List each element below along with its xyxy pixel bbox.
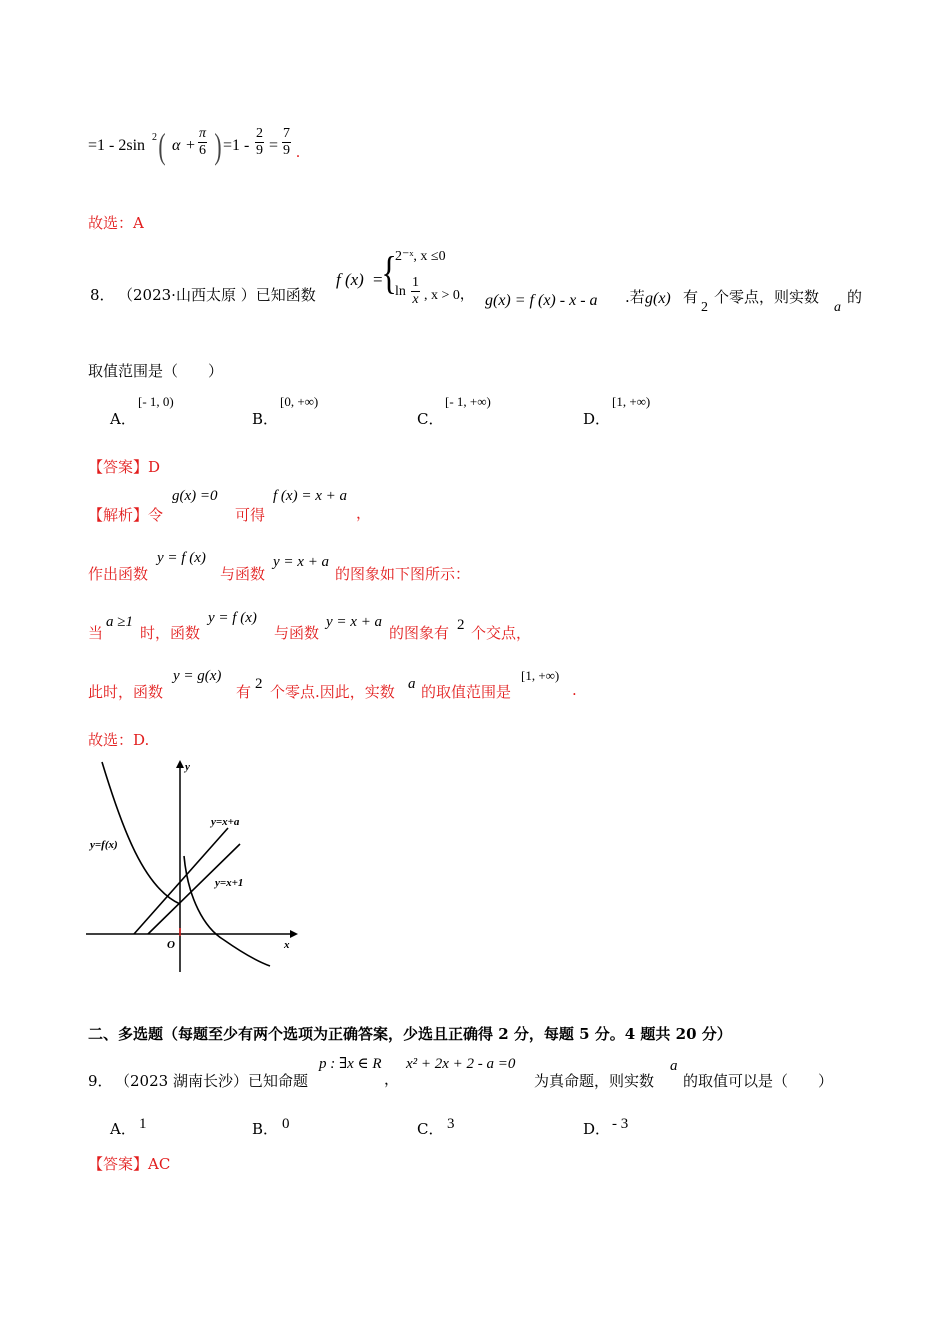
q7-frac-29: $\frac{2}{9}$: [256, 126, 263, 158]
q9-number: 9．: [88, 1072, 113, 1090]
q8-analysis-l4-e: .: [572, 681, 577, 699]
q7-lparen: (: [158, 126, 166, 166]
q8-zeros: 个零点，则实数: [714, 288, 820, 306]
q8-analysis-l1-c: ，: [356, 504, 372, 522]
q9-option-c-value: 3: [447, 1116, 455, 1132]
q8-graph: [84, 758, 304, 974]
q8-analysis-l3-e: 个交点，: [471, 624, 532, 642]
graph-label-f: y=f(x): [90, 839, 118, 851]
q8-analysis-l2-a: 作出函数: [88, 565, 149, 583]
q8-analysis-l5: 故选：D.: [88, 731, 150, 749]
q9-option-a[interactable]: A．: [110, 1120, 136, 1138]
q9-source: （2023 湖南长沙）已知命题: [115, 1072, 308, 1090]
q8-of: 的: [847, 288, 863, 306]
q8-source: （2023·山西太原 ）已知函数: [118, 286, 316, 304]
curve-f-left: [102, 762, 180, 904]
q7-eq-mid: =1 -: [223, 137, 250, 154]
q8-case2-ln: ln: [395, 284, 406, 299]
q9-option-d[interactable]: D．: [583, 1120, 611, 1138]
q8-case1: 2⁻ˣ, x ≤0: [395, 249, 446, 264]
y-axis-arrow: [176, 760, 184, 768]
q7-eq-prefix: =1 - 2sin: [88, 137, 146, 154]
q7-rparen: ): [214, 126, 222, 166]
q8-option-c-value: [- 1, +∞): [445, 394, 491, 409]
q9-option-c[interactable]: C．: [417, 1120, 444, 1138]
line-x-plus-a: [134, 828, 228, 934]
q8-option-b[interactable]: B．: [252, 410, 279, 428]
q7-plus: +: [186, 137, 196, 154]
q8-option-a-value: [- 1, 0): [138, 394, 174, 409]
q8-g-of-x: g(x): [645, 290, 671, 307]
q8-analysis-l4-m2: 2: [255, 676, 263, 692]
q8-option-d[interactable]: D．: [583, 410, 611, 428]
q8-analysis-l4-b: 有: [236, 683, 252, 701]
q8-two: 2: [701, 300, 708, 315]
q8-brace: {: [381, 247, 397, 298]
q8-option-b-value: [0, +∞): [280, 394, 319, 409]
q9-option-d-value: - 3: [612, 1116, 629, 1132]
q8-analysis-l3-a: 当: [88, 624, 104, 642]
q8-option-a[interactable]: A．: [110, 410, 136, 428]
q9-a: a: [670, 1058, 678, 1074]
q9-option-b-value: 0: [282, 1116, 290, 1132]
q8-if: .若: [625, 288, 645, 306]
q8-analysis-l3-m4: 2: [457, 617, 465, 633]
q8-analysis-l3-m3: y = x + a: [326, 614, 383, 630]
graph-label-1: y=x+1: [215, 877, 244, 889]
q7-answer: 故选：A: [88, 214, 144, 232]
q8-analysis-l1-m1: g(x) =0: [172, 488, 218, 504]
q8-option-d-value: [1, +∞): [612, 394, 651, 409]
q7-sup: 2: [152, 132, 157, 143]
graph-y-label: y: [185, 761, 190, 773]
q8-line2: 取值范围是（ ）: [88, 362, 224, 380]
q9-option-b[interactable]: B．: [252, 1120, 279, 1138]
q8-analysis-l3-c: 与函数: [274, 624, 320, 642]
q8-analysis-l1-m2: f (x) = x + a: [273, 488, 347, 504]
q8-analysis-l4-c: 个零点.因此，实数: [270, 683, 395, 701]
section2-title: 二、多选题（每题至少有两个选项为正确答案，少选且正确得 2 分，每题 5 分。4 题共 20 分）: [88, 1025, 732, 1043]
q9-tail: 为真命题，则实数: [534, 1072, 655, 1090]
q8-eq: =: [373, 270, 383, 289]
q8-analysis-l4-m1: y = g(x): [173, 668, 222, 684]
q9-option-a-value: 1: [139, 1116, 147, 1132]
q9-answer: 【答案】AC: [88, 1155, 171, 1173]
q9-equation: x² + 2x + 2 - a =0: [406, 1056, 516, 1072]
q8-analysis-l1-b: 可得: [235, 506, 266, 524]
q8-analysis-l2-c: 的图象如下图所示：: [335, 565, 471, 583]
q7-dot: .: [296, 144, 300, 161]
q8-f-of-x: f (x): [336, 270, 364, 289]
q7-frac-79: $\frac{7}{9}$: [283, 126, 290, 158]
q8-analysis-l3-b: 时，函数: [140, 624, 201, 642]
curve-f-right: [184, 856, 270, 966]
q7-eq2: =: [269, 137, 279, 154]
q8-a: a: [834, 300, 841, 315]
q9-tail2: 的取值可以是（ ）: [683, 1072, 834, 1090]
graph-x-label: x: [284, 939, 290, 951]
q8-analysis-l2-m1: y = f (x): [157, 550, 206, 566]
q7-alpha: α: [172, 137, 181, 154]
q8-analysis-l4-m4: [1, +∞): [521, 668, 560, 683]
line-x-plus-1: [148, 844, 240, 934]
q8-analysis-l4-a: 此时，函数: [88, 683, 164, 701]
q8-g-def: g(x) = f (x) - x - a: [485, 292, 598, 309]
q8-analysis-l2-b: 与函数: [220, 565, 266, 583]
x-axis-arrow: [290, 930, 298, 938]
q9-prop: p : ∃x ∈ R: [319, 1056, 382, 1072]
graph-origin-label: O: [167, 939, 175, 951]
q8-analysis-l3-m2: y = f (x): [208, 610, 257, 626]
q8-analysis-l3-d: 的图象有: [389, 624, 450, 642]
q8-case2-frac: $\frac{1}{x}$: [412, 275, 419, 307]
q9-comma: ，: [384, 1070, 400, 1088]
q8-analysis-l4-m3: a: [408, 676, 416, 692]
q8-case2-tail: , x > 0，: [424, 288, 474, 303]
q8-number: 8．: [90, 286, 115, 304]
graph-label-a: y=x+a: [211, 816, 240, 828]
q8-analysis-l3-m1: a ≥1: [106, 614, 133, 630]
q8-answer: 【答案】D: [88, 458, 161, 476]
q8-analysis-l2-m2: y = x + a: [273, 554, 330, 570]
q8-analysis-l1-a: 【解析】令: [88, 506, 164, 524]
q7-frac-pi6: $\frac{\pi}{6}$: [199, 126, 207, 158]
q8-has: 有: [683, 288, 699, 306]
q8-option-c[interactable]: C．: [417, 410, 444, 428]
q8-analysis-l4-d: 的取值范围是: [421, 683, 512, 701]
